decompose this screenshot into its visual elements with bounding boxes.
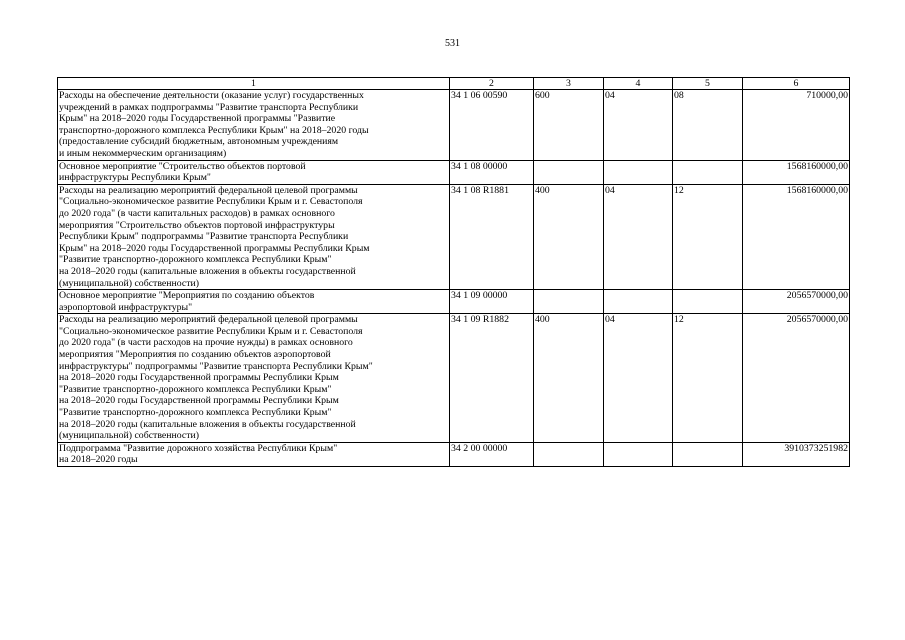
row-expense-type: 400 xyxy=(534,314,604,443)
row-description: Основное мероприятие "Строительство объектов портовой инфраструктуры Республики Крым" xyxy=(58,160,450,184)
row-description: Основное мероприятие "Мероприятия по созданию объектов аэропортовой инфраструктуры" xyxy=(58,290,450,314)
row-description: Подпрограмма "Развитие дорожного хозяйства Республики Крым" на 2018–2020 годы xyxy=(58,442,450,466)
row-subsection xyxy=(673,290,743,314)
row-subsection xyxy=(673,442,743,466)
row-description: Расходы на реализацию мероприятий федеральной целевой программы "Социально-экономическое развитие Республики Крым и г. Севастополя до 2020 года" (в части капитальных расходов) в рамках основного мероприятия "Строительство объектов портовой инфраструктуры Республики Крым" подпрограммы "Развитие транспорта Республики Крым" на 2018–2020 годы Государственной программы Республики Крым "Развитие транспортно-дорожного комплекса Республики Крым" на 2018–2020 годы (капитальные вложения в объекты государственной (муниципальной) собственности) xyxy=(58,184,450,289)
row-code: 34 1 08 00000 xyxy=(450,160,534,184)
row-section xyxy=(604,160,673,184)
table-row xyxy=(58,314,850,443)
row-expense-type: 600 xyxy=(534,90,604,161)
table-row xyxy=(58,290,850,314)
column-header-4: 4 xyxy=(604,78,673,90)
column-header-1: 1 xyxy=(58,78,450,90)
row-expense-type xyxy=(534,290,604,314)
column-header-3: 3 xyxy=(534,78,604,90)
table-row xyxy=(58,90,850,161)
row-subsection: 08 xyxy=(673,90,743,161)
row-amount: 710000,00 xyxy=(743,90,850,161)
row-code: 34 1 09 00000 xyxy=(450,290,534,314)
row-subsection: 12 xyxy=(673,314,743,443)
row-code: 34 2 00 00000 xyxy=(450,442,534,466)
row-amount: 1568160000,00 xyxy=(743,184,850,289)
row-section: 04 xyxy=(604,184,673,289)
row-description: Расходы на обеспечение деятельности (оказание услуг) государственных учреждений в рамках подпрограммы "Развитие транспорта Республики Крым" на 2018–2020 годы Государственной программы "Развитие транспортно-дорожного комплекса Республики Крым" на 2018–2020 годы (предоставление субсидий бюджетным, автономным учреждениям и иным некоммерческим организациям) xyxy=(58,90,450,161)
table-row xyxy=(58,160,850,184)
row-expense-type: 400 xyxy=(534,184,604,289)
row-subsection: 12 xyxy=(673,184,743,289)
row-description: Расходы на реализацию мероприятий федеральной целевой программы "Социально-экономическое развитие Республики Крым и г. Севастополя до 2020 года" (в части расходов на прочие нужды) в рамках основного мероприятия "Мероприятия по созданию объектов аэропортовой инфраструктуры" подпрограммы "Развитие транспорта Республики Крым" на 2018–2020 годы Государственной программы Республики Крым "Развитие транспортно-дорожного комплекса Республики Крым" на 2018–2020 годы Государственной программы Республики Крым "Развитие транспортно-дорожного комплекса Республики Крым" на 2018–2020 годы (капитальные вложения в объекты государственной (муниципальной) собственности) xyxy=(58,314,450,443)
row-amount: 2056570000,00 xyxy=(743,290,850,314)
header-row xyxy=(58,78,850,90)
table-row xyxy=(58,184,850,289)
column-header-6: 6 xyxy=(743,78,850,90)
row-code: 34 1 08 R1881 xyxy=(450,184,534,289)
row-section: 04 xyxy=(604,314,673,443)
row-section xyxy=(604,442,673,466)
row-amount: 3910373251982 xyxy=(743,442,850,466)
budget-table xyxy=(57,77,850,467)
row-section: 04 xyxy=(604,90,673,161)
row-amount: 1568160000,00 xyxy=(743,160,850,184)
row-code: 34 1 06 00590 xyxy=(450,90,534,161)
row-section xyxy=(604,290,673,314)
column-header-5: 5 xyxy=(673,78,743,90)
row-subsection xyxy=(673,160,743,184)
row-expense-type xyxy=(534,442,604,466)
column-header-2: 2 xyxy=(450,78,534,90)
row-amount: 2056570000,00 xyxy=(743,314,850,443)
page-number: 531 xyxy=(445,38,460,49)
table-row xyxy=(58,442,850,466)
row-expense-type xyxy=(534,160,604,184)
row-code: 34 1 09 R1882 xyxy=(450,314,534,443)
